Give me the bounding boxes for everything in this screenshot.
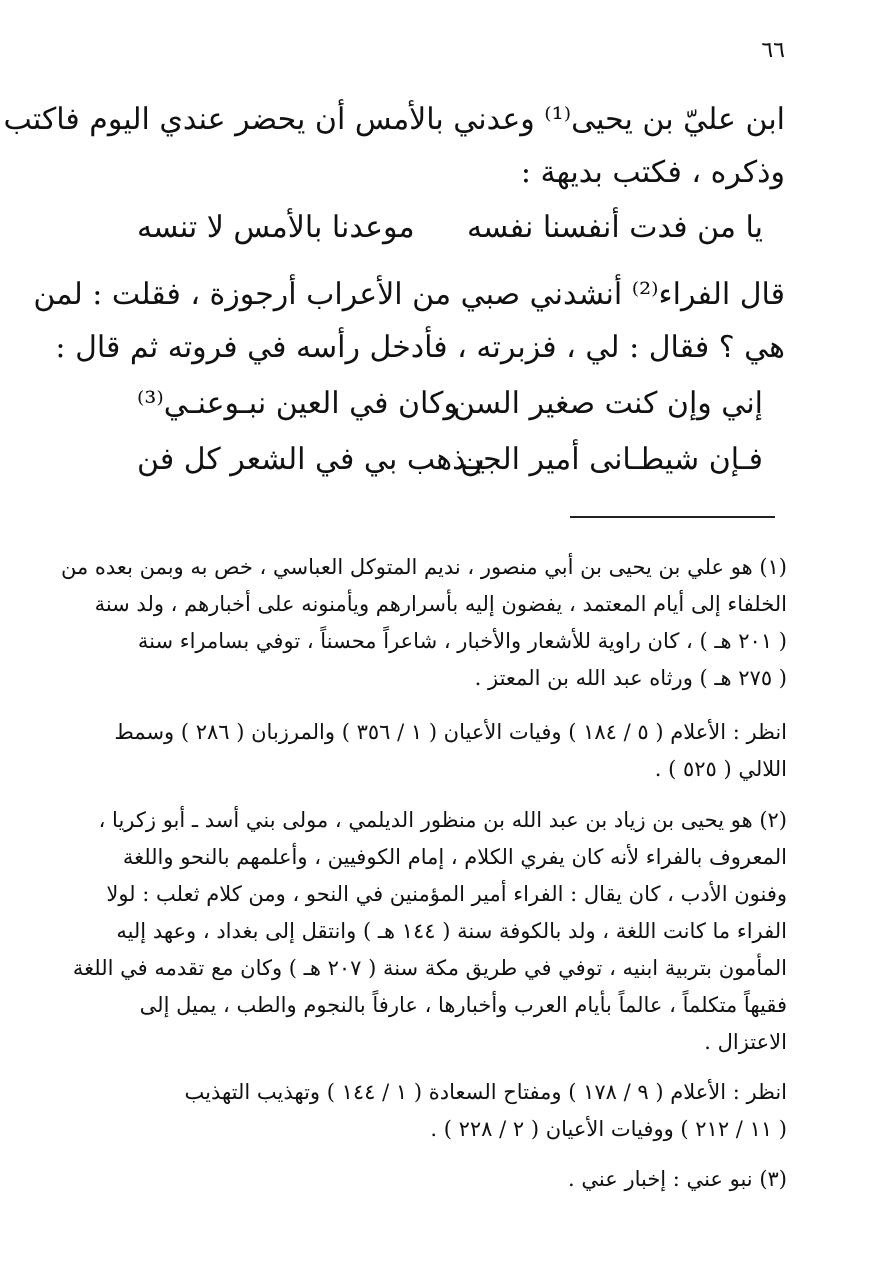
footnote-2-line: ( ١١ / ٢١٢ ) ووفيات الأعيان ( ٢ / ٢٢٨ ) . xyxy=(430,1117,787,1141)
footnote-2-line: انظر : الأعلام ( ٩ / ١٧٨ ) ومفتاح السعادة ( ١ / ١٤٤ ) وتهذيب التهذيب xyxy=(184,1080,787,1104)
footnote-2-line: المأمون بتربية ابنيه ، توفي في طريق مكة سنة ( ٢٠٧ هـ ) وكان مع تقدمه في اللغة xyxy=(72,956,787,980)
verse-hemistich-first: إني وإن كنت صغير السن xyxy=(452,386,763,421)
page-number: ٦٦ xyxy=(761,38,785,63)
footnote-2-line: الفراء ما كانت اللغة ، ولد بالكوفة سنة ( ١٤٤ هـ ) وانتقل إلى بغداد ، وعهد إليه xyxy=(116,919,787,943)
footnote-divider xyxy=(570,516,775,518)
verse-hemistich-second: يـذهب بي في الشعر كل فن xyxy=(137,442,485,477)
footnote-1-line: ( ٢٠١ هـ ) ، كان راوية للأشعار والأخبار ، شاعراً محسناً ، توفي بسامراء سنة xyxy=(137,629,787,653)
verse-hemistich-second: موعدنا بالأمس لا تنسه xyxy=(137,210,415,245)
footnote-2-line: (٢) هو يحيى بن زياد بن عبد الله بن منظور الديلمي ، مولى بني أسد ـ أبو زكريا ، xyxy=(98,808,787,832)
footnote-1-line: الخلفاء إلى أيام المعتمد ، يفضون إليه بأسرارهم ويأمنونه على أخبارهم ، ولد سنة xyxy=(94,592,787,616)
footnote-2-line: فقيهاً متكلماً ، عالماً بأيام العرب وأخبارها ، عارفاً بالنجوم والطب ، يميل إلى xyxy=(139,993,787,1017)
footnote-1-line: انظر : الأعلام ( ٥ / ١٨٤ ) وفيات الأعيان ( ١ / ٣٥٦ ) والمرزبان ( ٢٨٦ ) وسمط xyxy=(114,720,787,744)
paragraph-line: ابن عليّ بن يحيى⁽¹⁾ وعدني بالأمس أن يحضر عندي اليوم فاكتب xyxy=(3,102,785,137)
verse-hemistich-second: وكان في العين نبـوعنـي⁽³⁾ xyxy=(137,386,458,421)
footnote-3-line: (٣) نبو عني : إخبار عني . xyxy=(568,1167,787,1191)
paragraph-line: وذكره ، فكتب بديهة : xyxy=(520,155,785,190)
footnote-1-line: اللالي ( ٥٢٥ ) . xyxy=(654,757,787,781)
verse-hemistich-first: يا من فدت أنفسنا نفسه xyxy=(466,210,763,245)
footnote-2-line: الاعتزال . xyxy=(704,1030,787,1054)
paragraph-line: قال الفراء⁽²⁾ أنشدني صبي من الأعراب أرجوزة ، فقلت : لمن xyxy=(33,277,785,312)
footnote-2-line: المعروف بالفراء لأنه كان يفري الكلام ، إمام الكوفيين ، وأعلمهم بالنحو واللغة xyxy=(122,845,787,869)
verse-hemistich-first: فـإن شيطـانى أمير الجن xyxy=(460,442,763,477)
footnote-1-line: ( ٢٧٥ هـ ) ورثاه عبد الله بن المعتز . xyxy=(474,666,787,690)
paragraph-line: هي ؟ فقال : لي ، فزبرته ، فأدخل رأسه في فروته ثم قال : xyxy=(55,330,785,365)
footnote-1-line: (١) هو علي بن يحيى بن أبي منصور ، نديم المتوكل العباسي ، خص به وبمن بعده من xyxy=(61,555,787,579)
footnote-2-line: وفنون الأدب ، كان يقال : الفراء أمير المؤمنين في النحو ، ومن كلام ثعلب : لولا xyxy=(106,882,787,906)
